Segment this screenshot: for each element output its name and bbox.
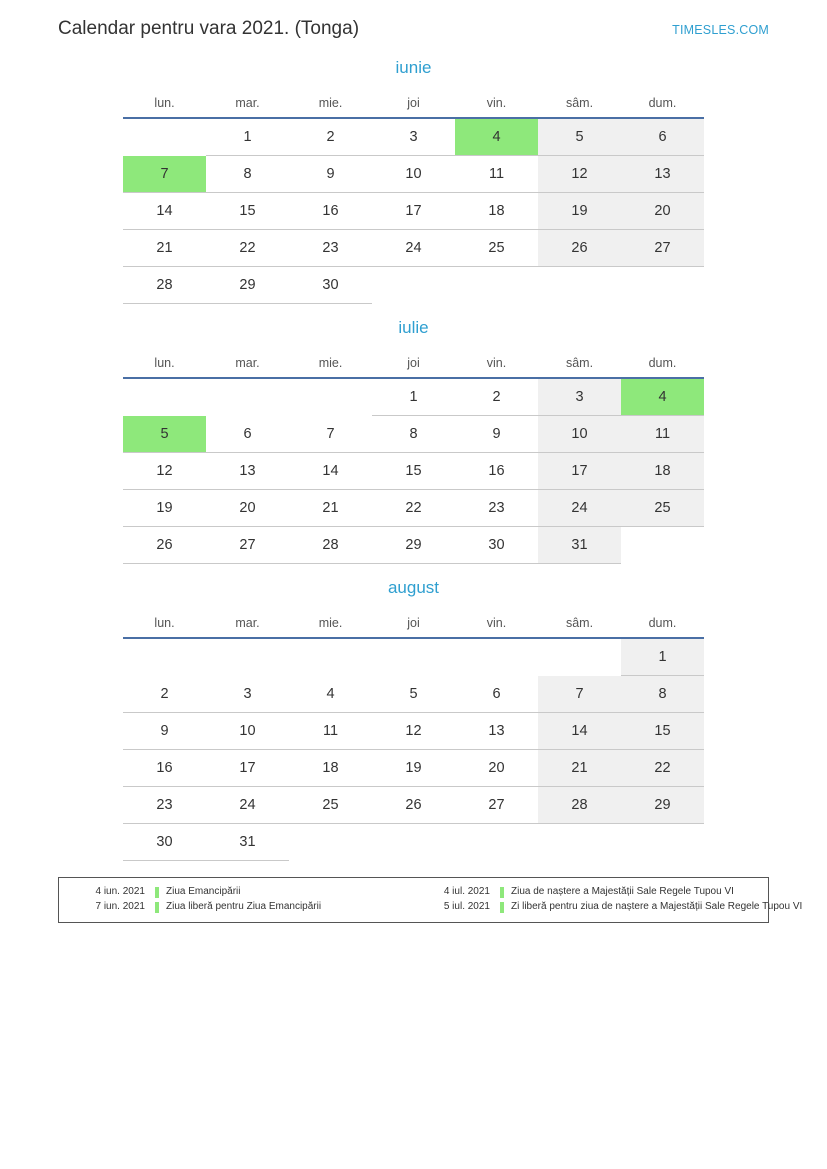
weekday-header-row bbox=[123, 612, 704, 638]
weekday-header: lun. bbox=[123, 352, 206, 378]
day-cell[interactable]: 6 bbox=[455, 676, 538, 713]
empty-cell bbox=[206, 378, 289, 416]
week-row bbox=[123, 490, 704, 527]
day-cell[interactable]: 15 bbox=[621, 713, 704, 750]
day-cell[interactable]: 15 bbox=[206, 193, 289, 230]
weekday-header: dum. bbox=[621, 92, 704, 118]
empty-cell bbox=[621, 527, 704, 564]
day-cell[interactable]: 28 bbox=[289, 527, 372, 564]
day-cell[interactable]: 21 bbox=[538, 750, 621, 787]
legend-color-swatch bbox=[155, 902, 159, 913]
day-cell[interactable]: 11 bbox=[289, 713, 372, 750]
empty-cell bbox=[206, 638, 289, 676]
day-cell[interactable]: 25 bbox=[289, 787, 372, 824]
weekday-header: lun. bbox=[123, 612, 206, 638]
day-cell[interactable]: 18 bbox=[289, 750, 372, 787]
week-row bbox=[123, 156, 704, 193]
day-cell[interactable]: 21 bbox=[123, 230, 206, 267]
weekday-header: joi bbox=[372, 352, 455, 378]
week-row bbox=[123, 378, 704, 416]
day-cell[interactable]: 10 bbox=[206, 713, 289, 750]
day-cell[interactable]: 6 bbox=[206, 416, 289, 453]
day-cell[interactable]: 4 bbox=[289, 676, 372, 713]
months-container bbox=[58, 58, 769, 861]
day-cell[interactable]: 16 bbox=[289, 193, 372, 230]
day-cell[interactable]: 14 bbox=[289, 453, 372, 490]
day-cell[interactable]: 27 bbox=[455, 787, 538, 824]
day-cell[interactable]: 26 bbox=[538, 230, 621, 267]
legend-date: 4 iul. 2021 bbox=[443, 886, 490, 897]
day-cell[interactable]: 9 bbox=[123, 713, 206, 750]
week-row bbox=[123, 453, 704, 490]
weekday-header: mar. bbox=[206, 92, 289, 118]
day-cell[interactable]: 2 bbox=[455, 378, 538, 416]
week-row bbox=[123, 638, 704, 676]
empty-cell bbox=[123, 118, 206, 156]
empty-cell bbox=[455, 638, 538, 676]
day-cell[interactable]: 10 bbox=[538, 416, 621, 453]
empty-cell bbox=[538, 824, 621, 861]
legend-row bbox=[67, 885, 760, 899]
day-cell[interactable]: 30 bbox=[123, 824, 206, 861]
day-cell[interactable]: 23 bbox=[455, 490, 538, 527]
day-cell[interactable]: 10 bbox=[372, 156, 455, 193]
day-cell[interactable]: 29 bbox=[206, 267, 289, 304]
page-title: Calendar pentru vara 2021. (Tonga) bbox=[58, 18, 360, 39]
day-cell[interactable]: 1 bbox=[206, 118, 289, 156]
day-cell[interactable]: 24 bbox=[372, 230, 455, 267]
day-cell[interactable]: 28 bbox=[538, 787, 621, 824]
day-cell[interactable]: 25 bbox=[455, 230, 538, 267]
week-row bbox=[123, 824, 704, 861]
weekday-header: mie. bbox=[289, 352, 372, 378]
weekday-header: vin. bbox=[455, 612, 538, 638]
day-cell[interactable]: 31 bbox=[538, 527, 621, 564]
day-cell[interactable]: 14 bbox=[123, 193, 206, 230]
empty-cell bbox=[289, 638, 372, 676]
week-row bbox=[123, 416, 704, 453]
weekday-header: mar. bbox=[206, 612, 289, 638]
day-cell[interactable]: 11 bbox=[455, 156, 538, 193]
day-cell-holiday[interactable]: 4 bbox=[621, 378, 704, 416]
weekday-header: vin. bbox=[455, 352, 538, 378]
week-row bbox=[123, 118, 704, 156]
legend-date: 4 iun. 2021 bbox=[95, 886, 145, 897]
day-cell[interactable]: 20 bbox=[455, 750, 538, 787]
week-row bbox=[123, 676, 704, 713]
month-table bbox=[123, 352, 704, 564]
day-cell[interactable]: 31 bbox=[206, 824, 289, 861]
legend-row bbox=[67, 900, 803, 914]
legend-label: Zi liberă pentru ziua de naștere a Majestății Sale Regele Tupou VI bbox=[511, 901, 803, 912]
weekday-header: lun. bbox=[123, 92, 206, 118]
weekday-header: dum. bbox=[621, 352, 704, 378]
legend-container bbox=[67, 885, 803, 914]
day-cell[interactable]: 30 bbox=[289, 267, 372, 304]
day-cell[interactable]: 9 bbox=[289, 156, 372, 193]
site-brand: TIMESLES.COM bbox=[672, 23, 769, 37]
week-row bbox=[123, 713, 704, 750]
empty-cell bbox=[621, 824, 704, 861]
legend-label: Ziua de naștere a Majestății Sale Regele Tupou VI bbox=[511, 886, 734, 897]
weekday-header-row bbox=[123, 352, 704, 378]
day-cell[interactable]: 17 bbox=[206, 750, 289, 787]
month-title: iunie bbox=[395, 58, 432, 77]
month-block bbox=[58, 578, 769, 861]
day-cell[interactable]: 1 bbox=[372, 378, 455, 416]
day-cell[interactable]: 8 bbox=[206, 156, 289, 193]
day-cell[interactable]: 27 bbox=[621, 230, 704, 267]
legend-entry bbox=[67, 885, 412, 899]
day-cell[interactable]: 16 bbox=[455, 453, 538, 490]
day-cell[interactable]: 23 bbox=[123, 787, 206, 824]
day-cell[interactable]: 29 bbox=[621, 787, 704, 824]
day-cell[interactable]: 8 bbox=[372, 416, 455, 453]
day-cell-holiday[interactable]: 7 bbox=[123, 156, 206, 193]
day-cell[interactable]: 29 bbox=[372, 527, 455, 564]
day-cell[interactable]: 5 bbox=[372, 676, 455, 713]
legend-box bbox=[58, 877, 803, 923]
week-row bbox=[123, 230, 704, 267]
legend-entry bbox=[412, 885, 734, 899]
weekday-header: sâm. bbox=[538, 612, 621, 638]
day-cell-holiday[interactable]: 4 bbox=[455, 118, 538, 156]
legend-label: Ziua Emancipării bbox=[166, 886, 241, 897]
empty-cell bbox=[538, 638, 621, 676]
day-cell[interactable]: 3 bbox=[372, 118, 455, 156]
day-cell[interactable]: 2 bbox=[123, 676, 206, 713]
day-cell[interactable]: 21 bbox=[289, 490, 372, 527]
day-cell[interactable]: 6 bbox=[621, 118, 704, 156]
day-cell[interactable]: 12 bbox=[538, 156, 621, 193]
day-cell[interactable]: 17 bbox=[372, 193, 455, 230]
weekday-header: dum. bbox=[621, 612, 704, 638]
day-cell[interactable]: 7 bbox=[289, 416, 372, 453]
day-cell[interactable]: 22 bbox=[621, 750, 704, 787]
day-cell[interactable]: 26 bbox=[372, 787, 455, 824]
weekday-header: vin. bbox=[455, 92, 538, 118]
week-row bbox=[123, 750, 704, 787]
day-cell[interactable]: 11 bbox=[621, 416, 704, 453]
empty-cell bbox=[289, 378, 372, 416]
day-cell[interactable]: 8 bbox=[621, 676, 704, 713]
empty-cell bbox=[455, 267, 538, 304]
empty-cell bbox=[289, 824, 372, 861]
weekday-header: sâm. bbox=[538, 352, 621, 378]
day-cell[interactable]: 16 bbox=[123, 750, 206, 787]
empty-cell bbox=[538, 267, 621, 304]
page-header bbox=[58, 18, 769, 40]
weekday-header: mie. bbox=[289, 612, 372, 638]
empty-cell bbox=[123, 638, 206, 676]
day-cell[interactable]: 22 bbox=[206, 230, 289, 267]
day-cell[interactable]: 12 bbox=[123, 453, 206, 490]
day-cell[interactable]: 20 bbox=[621, 193, 704, 230]
empty-cell bbox=[372, 824, 455, 861]
empty-cell bbox=[372, 267, 455, 304]
day-cell[interactable]: 12 bbox=[372, 713, 455, 750]
weekday-header: joi bbox=[372, 612, 455, 638]
month-table bbox=[123, 92, 704, 304]
empty-cell bbox=[372, 638, 455, 676]
week-row bbox=[123, 193, 704, 230]
day-cell[interactable]: 20 bbox=[206, 490, 289, 527]
empty-cell bbox=[455, 824, 538, 861]
day-cell[interactable]: 27 bbox=[206, 527, 289, 564]
day-cell[interactable]: 13 bbox=[621, 156, 704, 193]
day-cell[interactable]: 17 bbox=[538, 453, 621, 490]
legend-entry bbox=[67, 900, 412, 914]
day-cell-holiday[interactable]: 5 bbox=[123, 416, 206, 453]
week-row bbox=[123, 527, 704, 564]
day-cell[interactable]: 28 bbox=[123, 267, 206, 304]
empty-cell bbox=[621, 267, 704, 304]
day-cell[interactable]: 13 bbox=[206, 453, 289, 490]
day-cell[interactable]: 23 bbox=[289, 230, 372, 267]
legend-color-swatch bbox=[500, 902, 504, 913]
day-cell[interactable]: 19 bbox=[123, 490, 206, 527]
day-cell[interactable]: 3 bbox=[206, 676, 289, 713]
legend-date: 7 iun. 2021 bbox=[95, 901, 145, 912]
day-cell[interactable]: 19 bbox=[372, 750, 455, 787]
day-cell[interactable]: 30 bbox=[455, 527, 538, 564]
legend-date: 5 iul. 2021 bbox=[443, 901, 490, 912]
weekday-header: mie. bbox=[289, 92, 372, 118]
month-title: iulie bbox=[398, 318, 429, 337]
day-cell[interactable]: 24 bbox=[206, 787, 289, 824]
day-cell[interactable]: 13 bbox=[455, 713, 538, 750]
week-row bbox=[123, 787, 704, 824]
legend-entry bbox=[412, 900, 802, 914]
weekday-header-row bbox=[123, 92, 704, 118]
week-row bbox=[123, 267, 704, 304]
day-cell[interactable]: 24 bbox=[538, 490, 621, 527]
day-cell[interactable]: 7 bbox=[538, 676, 621, 713]
day-cell[interactable]: 3 bbox=[538, 378, 621, 416]
day-cell[interactable]: 2 bbox=[289, 118, 372, 156]
day-cell[interactable]: 18 bbox=[621, 453, 704, 490]
day-cell[interactable]: 5 bbox=[538, 118, 621, 156]
weekday-header: mar. bbox=[206, 352, 289, 378]
day-cell[interactable]: 14 bbox=[538, 713, 621, 750]
day-cell[interactable]: 25 bbox=[621, 490, 704, 527]
legend-color-swatch bbox=[500, 887, 504, 898]
month-title: august bbox=[387, 578, 440, 597]
legend-color-swatch bbox=[155, 887, 159, 898]
weekday-header: sâm. bbox=[538, 92, 621, 118]
day-cell[interactable]: 22 bbox=[372, 490, 455, 527]
day-cell[interactable]: 19 bbox=[538, 193, 621, 230]
day-cell[interactable]: 18 bbox=[455, 193, 538, 230]
empty-cell bbox=[123, 378, 206, 416]
month-block bbox=[58, 318, 769, 564]
month-block bbox=[58, 58, 769, 304]
day-cell[interactable]: 15 bbox=[372, 453, 455, 490]
month-table bbox=[123, 612, 704, 861]
day-cell[interactable]: 26 bbox=[123, 527, 206, 564]
weekday-header: joi bbox=[372, 92, 455, 118]
day-cell[interactable]: 1 bbox=[621, 638, 704, 676]
legend-label: Ziua liberă pentru Ziua Emancipării bbox=[166, 901, 322, 912]
day-cell[interactable]: 9 bbox=[455, 416, 538, 453]
